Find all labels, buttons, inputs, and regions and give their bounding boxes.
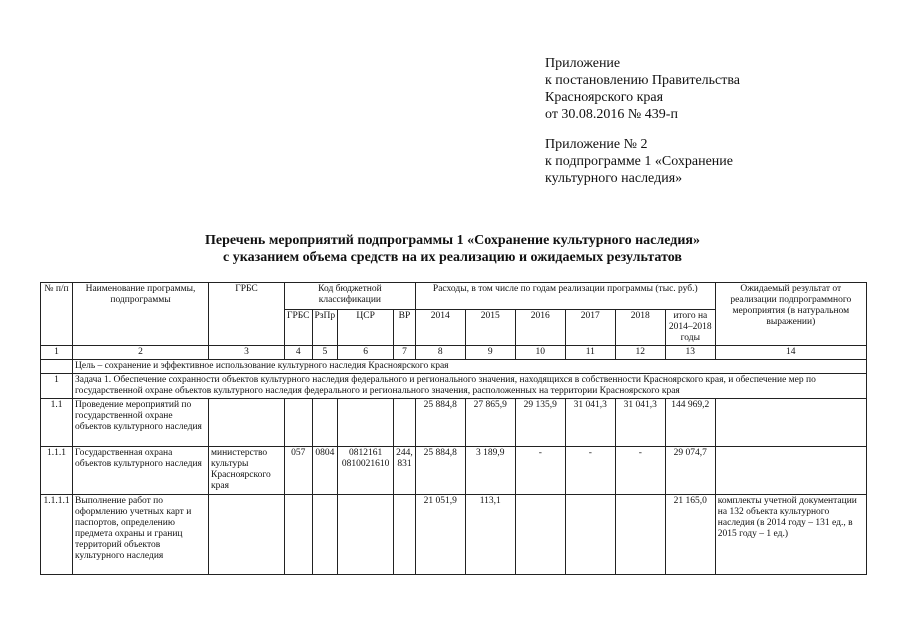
header-2017: 2017 <box>565 310 615 346</box>
col-number: 8 <box>415 346 465 360</box>
col-number: 6 <box>338 346 394 360</box>
appendix-line: к подпрограмме 1 «Сохранение <box>545 154 734 169</box>
row-grbs-code <box>285 399 313 447</box>
row-2015: 3 189,9 <box>465 447 515 495</box>
header-grbs-code: ГРБС <box>285 310 313 346</box>
row-2014: 25 884,8 <box>415 447 465 495</box>
header-row <box>41 283 867 310</box>
header-2018: 2018 <box>615 310 665 346</box>
row-name: Проведение мероприятий по государственной охране объектов культурного наследия <box>73 399 209 447</box>
col-number: 1 <box>41 346 73 360</box>
row-2016: 29 135,9 <box>515 399 565 447</box>
row-grbs <box>209 399 285 447</box>
col-number: 14 <box>715 346 866 360</box>
row-grbs <box>209 495 285 575</box>
row-total: 21 165,0 <box>665 495 715 575</box>
col-number: 2 <box>73 346 209 360</box>
title-line: Перечень мероприятий подпрограммы 1 «Сохранение культурного наследия» <box>205 233 700 248</box>
row-csr <box>338 495 394 575</box>
row-vr <box>394 495 416 575</box>
table-row <box>41 447 867 495</box>
row-2014: 25 884,8 <box>415 399 465 447</box>
col-number: 11 <box>565 346 615 360</box>
row-grbs: министерство культуры Красноярского края <box>209 447 285 495</box>
appendix-line: от 30.08.2016 № 439-п <box>545 107 678 122</box>
row-num: 1.1.1 <box>41 447 73 495</box>
col-number: 7 <box>394 346 416 360</box>
row-num: 1.1 <box>41 399 73 447</box>
header-rzpr: РзПр <box>312 310 338 346</box>
col-number: 5 <box>312 346 338 360</box>
row-2017: 31 041,3 <box>565 399 615 447</box>
header-2015: 2015 <box>465 310 515 346</box>
col-number: 9 <box>465 346 515 360</box>
appendix-line: Приложение <box>545 56 621 71</box>
row-2016 <box>515 495 565 575</box>
row-csr <box>338 399 394 447</box>
task-row <box>41 374 867 399</box>
goal-num-cell <box>41 360 73 374</box>
table-row <box>41 495 867 575</box>
row-result <box>715 447 866 495</box>
column-numbers-row <box>41 346 867 360</box>
row-total: 144 969,2 <box>665 399 715 447</box>
row-result: комплекты учетной документации на 132 объекта культурного наследия (в 2014 году – 131 ед., в 2015 году – 1 ед.) <box>715 495 866 575</box>
measures-table <box>40 282 867 575</box>
header-kbk: Код бюджетной классификации <box>285 283 416 310</box>
goal-row <box>41 360 867 374</box>
row-grbs-code: 057 <box>285 447 313 495</box>
document-title <box>0 232 905 266</box>
col-number: 12 <box>615 346 665 360</box>
header-grbs: ГРБС <box>209 283 285 346</box>
header-num: № п/п <box>41 283 73 346</box>
col-number: 3 <box>209 346 285 360</box>
task-num: 1 <box>41 374 73 399</box>
row-rzpr <box>312 399 338 447</box>
col-number: 4 <box>285 346 313 360</box>
goal-text: Цель – сохранение и эффективное использование культурного наследия Красноярского края <box>73 360 867 374</box>
header-2014: 2014 <box>415 310 465 346</box>
header-expenses: Расходы, в том числе по годам реализации программы (тыс. руб.) <box>415 283 715 310</box>
row-2016: - <box>515 447 565 495</box>
row-2017: - <box>565 447 615 495</box>
col-number: 13 <box>665 346 715 360</box>
spacer <box>545 123 740 136</box>
row-csr: 0812161 0810021610 <box>338 447 394 495</box>
header-result: Ожидаемый результат от реализации подпрограммного мероприятия (в натуральном выражении) <box>715 283 866 346</box>
row-2018: 31 041,3 <box>615 399 665 447</box>
row-name: Государственная охрана объектов культурного наследия <box>73 447 209 495</box>
header-name: Наименование программы, подпрограммы <box>73 283 209 346</box>
row-vr: 244, 831 <box>394 447 416 495</box>
row-result <box>715 399 866 447</box>
row-rzpr <box>312 495 338 575</box>
header-csr: ЦСР <box>338 310 394 346</box>
header-vr: ВР <box>394 310 416 346</box>
task-text: Задача 1. Обеспечение сохранности объектов культурного наследия федерального и регионального значения, находящихся в собственности Красноярского края, и обеспечение мер по государственной охране объектов культурного наследия федерального и регионального значения, расположенных на территории Красноярского края <box>73 374 867 399</box>
appendix-line: Красноярского края <box>545 90 664 105</box>
title-line: с указанием объема средств на их реализацию и ожидаемых результатов <box>223 250 682 265</box>
row-total: 29 074,7 <box>665 447 715 495</box>
row-name: Выполнение работ по оформлению учетных карт и паспортов, определению предмета охраны и границ территорий объектов культурного наследия <box>73 495 209 575</box>
document-appendix-header <box>545 55 740 187</box>
row-2015: 113,1 <box>465 495 515 575</box>
appendix-line: культурного наследия» <box>545 171 683 186</box>
col-number: 10 <box>515 346 565 360</box>
header-2016: 2016 <box>515 310 565 346</box>
row-2017 <box>565 495 615 575</box>
row-grbs-code <box>285 495 313 575</box>
row-2015: 27 865,9 <box>465 399 515 447</box>
row-2018 <box>615 495 665 575</box>
row-2018: - <box>615 447 665 495</box>
appendix-line: к постановлению Правительства <box>545 73 741 88</box>
table-row <box>41 399 867 447</box>
row-vr <box>394 399 416 447</box>
row-num: 1.1.1.1 <box>41 495 73 575</box>
row-2014: 21 051,9 <box>415 495 465 575</box>
row-rzpr: 0804 <box>312 447 338 495</box>
appendix-line: Приложение № 2 <box>545 137 648 152</box>
header-total: итого на 2014–2018 годы <box>665 310 715 346</box>
